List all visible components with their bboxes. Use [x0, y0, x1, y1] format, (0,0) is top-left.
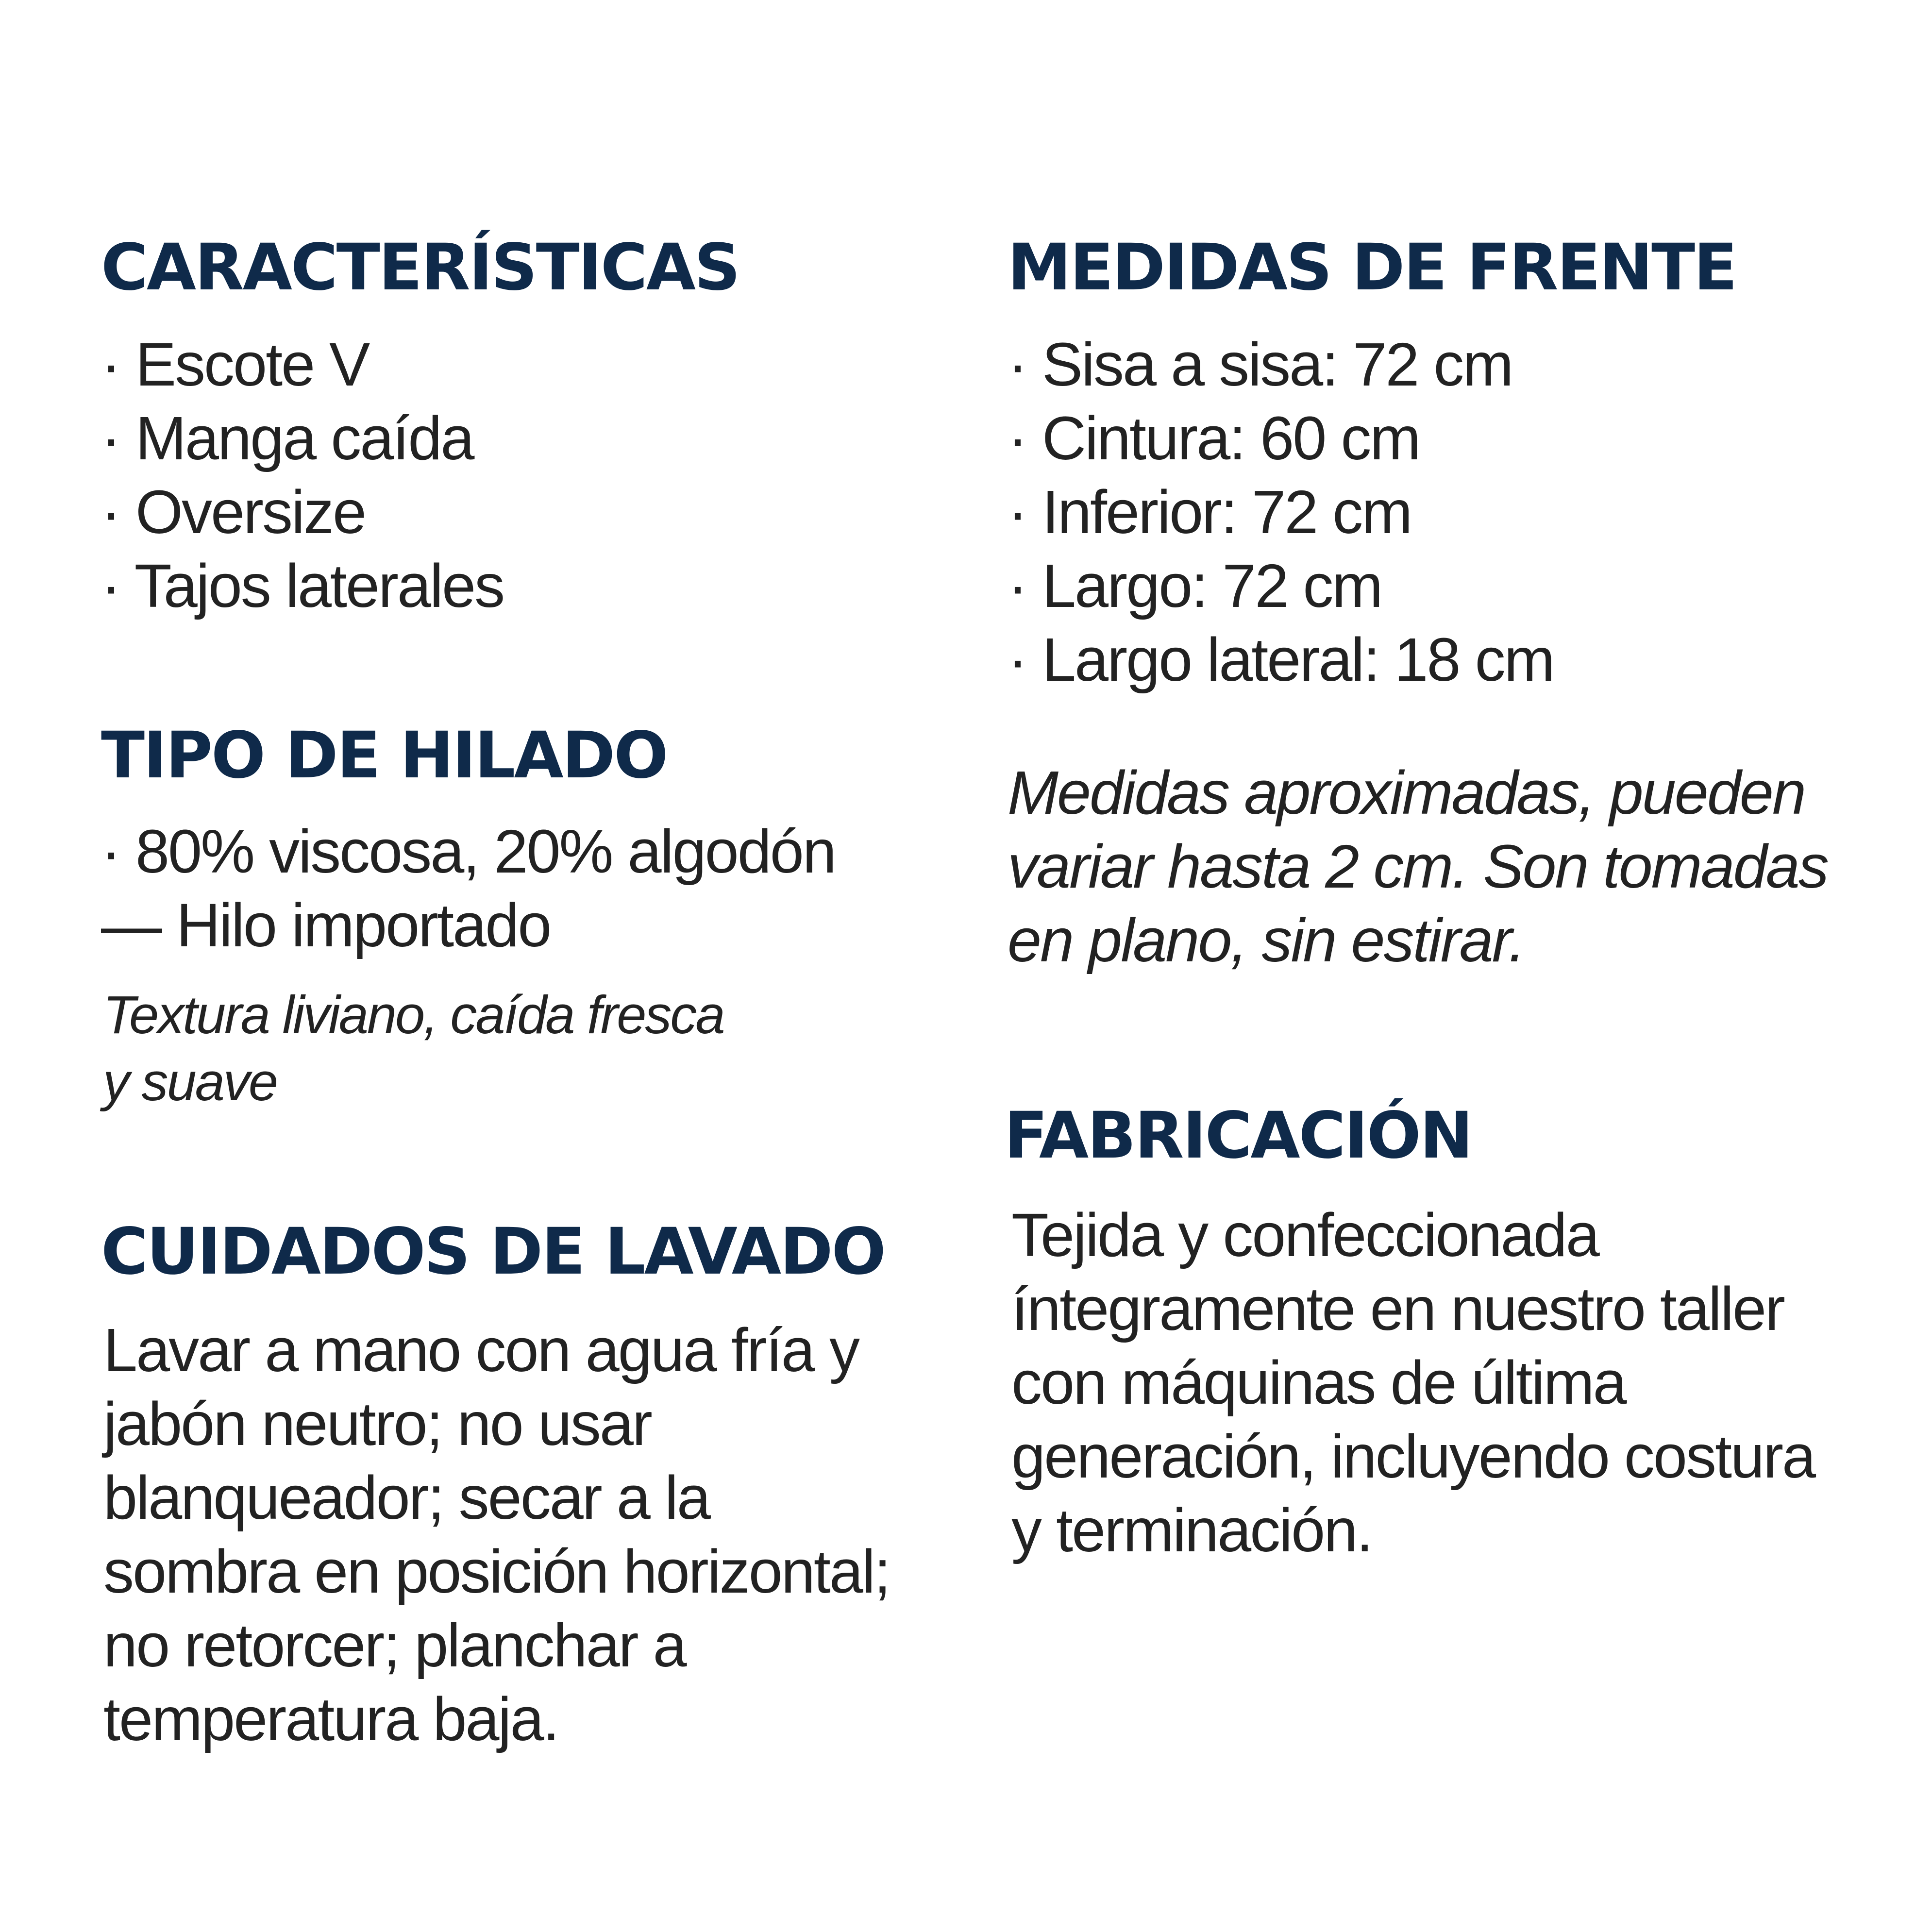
caracteristicas-item: · Tajos laterales — [101, 552, 504, 620]
caracteristicas-heading: CARACTERÍSTICAS — [101, 230, 739, 305]
cuidados-line: temperatura baja. — [103, 1685, 558, 1753]
fabricacion-line: Tejida y confeccionada — [1011, 1201, 1598, 1269]
medidas-note-line: en plano, sin estirar. — [1008, 906, 1524, 974]
cuidados-line: sombra en posición horizontal; — [103, 1537, 890, 1606]
fabricacion-line: íntegramente en nuestro taller — [1011, 1275, 1784, 1343]
cuidados-line: no retorcer; planchar a — [103, 1611, 686, 1680]
medidas-note-line: Medidas aproximadas, pueden — [1008, 758, 1805, 827]
fabricacion-line: con máquinas de última — [1011, 1348, 1626, 1417]
tipo-hilado-heading: TIPO DE HILADO — [101, 718, 667, 793]
cuidados-line: Lavar a mano con agua fría y — [103, 1316, 858, 1384]
composition-line: — Hilo importado — [101, 891, 551, 959]
medidas-note-line: variar hasta 2 cm. Son tomadas — [1008, 832, 1828, 901]
caracteristicas-item: · Oversize — [101, 478, 366, 546]
tipo-hilado-composition — [101, 815, 835, 962]
caracteristicas-item: · Manga caída — [101, 404, 473, 472]
cuidados-text — [103, 1313, 890, 1756]
tipo-hilado-texture — [103, 982, 724, 1116]
medidas-item: · Largo lateral: 18 cm — [1008, 625, 1554, 694]
fabricacion-line: generación, incluyendo costura — [1011, 1422, 1815, 1491]
medidas-item: · Largo: 72 cm — [1008, 552, 1382, 620]
medidas-item: · Sisa a sisa: 72 cm — [1008, 330, 1512, 399]
medidas-list — [1008, 328, 1554, 697]
medidas-item: · Cintura: 60 cm — [1008, 404, 1420, 472]
medidas-note — [1008, 756, 1828, 977]
cuidados-line: jabón neutro; no usar — [103, 1390, 651, 1458]
composition-line: · 80% viscosa, 20% algodón — [101, 817, 835, 886]
medidas-item: · Inferior: 72 cm — [1008, 478, 1411, 546]
texture-line: Textura liviano, caída fresca — [103, 985, 724, 1045]
caracteristicas-item: · Escote V — [101, 330, 369, 399]
medidas-heading: MEDIDAS DE FRENTE — [1008, 230, 1736, 305]
fabricacion-line: y terminación. — [1011, 1496, 1372, 1564]
texture-line: y suave — [103, 1052, 277, 1112]
cuidados-line: blanqueador; secar a la — [103, 1463, 709, 1532]
cuidados-heading: CUIDADOS DE LAVADO — [101, 1214, 885, 1289]
caracteristicas-list — [101, 328, 504, 623]
fabricacion-text — [1011, 1198, 1814, 1567]
fabricacion-heading: FABRICACIÓN — [1004, 1098, 1472, 1173]
